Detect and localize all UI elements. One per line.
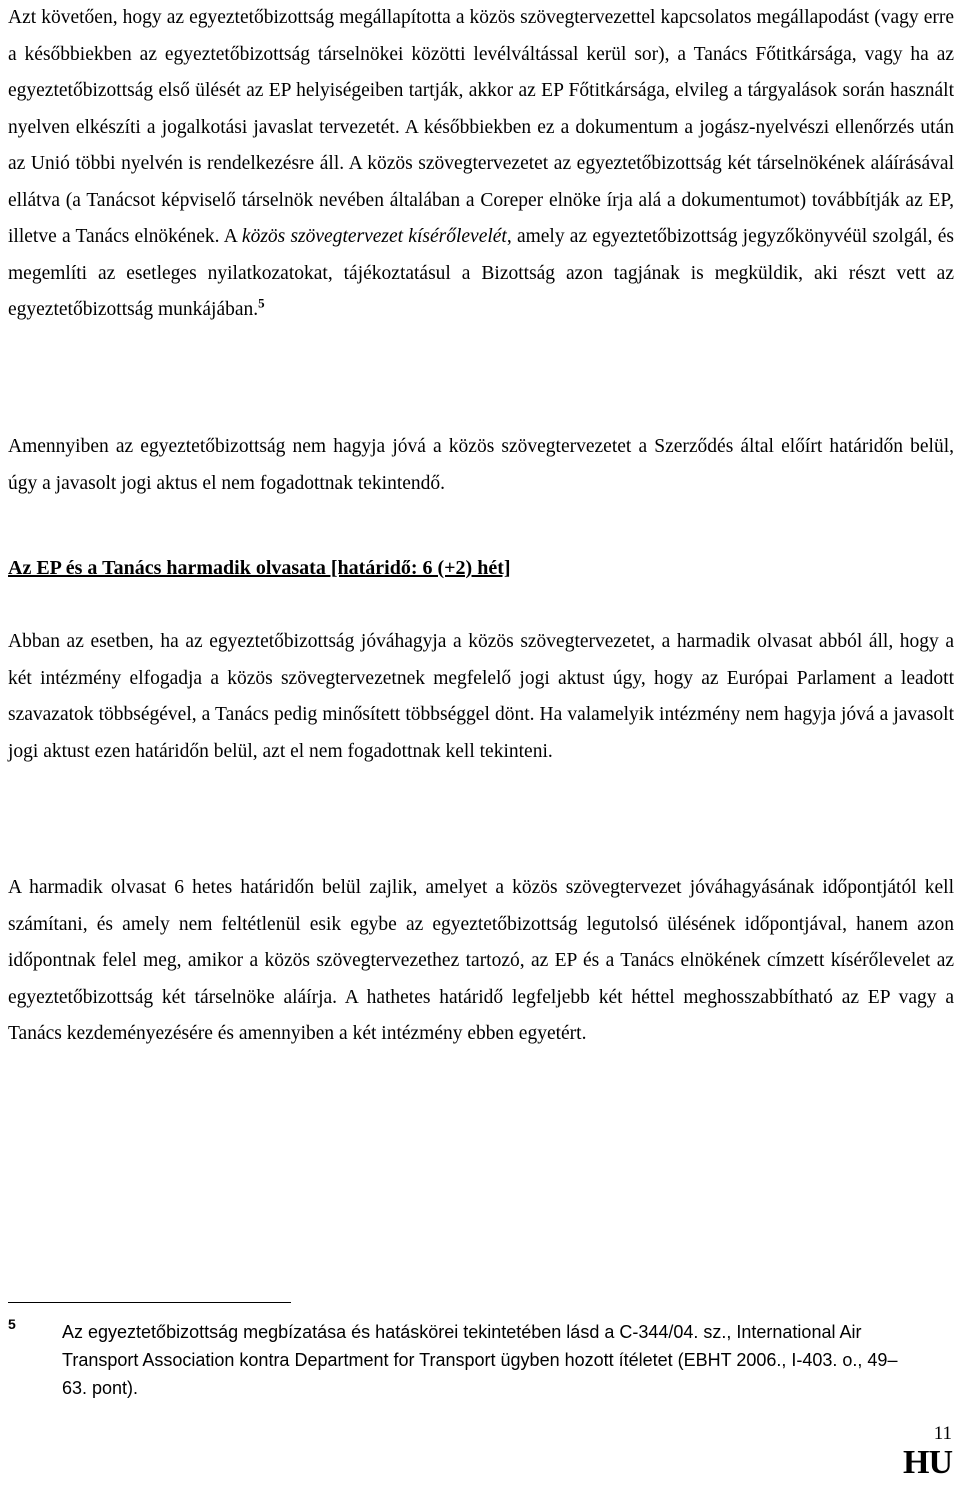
body-paragraph-1: [8, 0, 954, 329]
page-number: 11: [933, 1423, 952, 1444]
body-paragraph-2: Amennyiben az egyeztetőbizottság nem hagyja jóvá a közös szövegtervezetet a Szerződés által előírt határidőn belül, úgy a javasolt jogi aktus el nem fogadottnak tekintendő.: [8, 436, 954, 494]
paragraph-1-text-b: , amely az egyeztetőbizottság jegyzőkönyvéül szolgál, és megemlíti az esetleges nyilatkozatokat, tájékoztatásul a Bizottság azon tagjának is megküldik, aki részt vett az egyeztetőbizottság munkájában.: [8, 226, 954, 320]
footnote-text: Az egyeztetőbizottság megbízatása és hatáskörei tekintetében lásd a C-344/04. sz., International Air Transport Association kontra Department for Transport ügyben hozott ítéletet (EBHT 2006., I-403. o., 49–63. pont).: [62, 1322, 898, 1398]
footnote-separator: [8, 1302, 291, 1303]
language-code: HU: [903, 1444, 952, 1481]
body-paragraph-3: Abban az esetben, ha az egyeztetőbizottság jóváhagyja a közös szövegtervezetet, a harmadik olvasat abból áll, hogy a két intézmény elfogadja a közös szövegtervezetnek megfelelő jogi aktust úgy, hogy az Európai Parlament a leadott szavazatok többségével, a Tanács pedig minősített többséggel dönt. Ha valamelyik intézmény nem hagyja jóvá a javasolt jogi aktust ezen határidőn belül, azt el nem fogadottnak kell tekinteni.: [8, 631, 954, 762]
footnote-reference-5[interactable]: 5: [258, 295, 265, 311]
body-paragraph-4: A harmadik olvasat 6 hetes határidőn belül zajlik, amelyet a közös szövegtervezet jóváhagyásának időpontjától kell számítani, és amely nem feltétlenül esik egybe az egyeztetőbizottság legutolsó ülésének időpontjával, hanem azon időpontnak felel meg, amikor a közös szövegtervezethez tartozó, az EP és a Tanács elnökének címzett kísérőlevelet az egyeztetőbizottság két társelnöke aláírja. A hathetes határidő legfeljebb két héttel meghosszabbítható az EP vagy a Tanács kezdeményezésére és amennyiben a két intézmény ebben egyetért.: [8, 877, 954, 1044]
paragraph-1-text-a: Azt követően, hogy az egyeztetőbizottság megállapította a közös szövegtervezettel kapcsolatos megállapodást (vagy erre a későbbiekben az egyeztetőbizottság társelnökei közötti levélváltással kerül sor), a Tanács Főtitkársága, vagy ha az egyeztetőbizottság első ülését az EP helyiségeiben tartják, akkor az EP Főtitkársága, elvileg a tárgyalások során használt nyelven elkészíti a jogalkotási javaslat tervezetét. A későbbiekben ez a dokumentum a jogász-nyelvészi ellenőrzés után az Unió többi nyelvén is rendelkezésre áll. A közös szövegtervezetet az egyeztetőbizottság két társelnökének aláírásával ellátva (a Tanácsot képviselő társelnök nevében általában a Coreper elnöke írja alá a dokumentumot) továbbítják az EP, illetve a Tanács elnökének. A: [8, 7, 954, 247]
section-heading: Az EP és a Tanács harmadik olvasata [határidő: 6 (+2) hét]: [8, 557, 511, 579]
footnote-number: 5: [8, 1316, 16, 1332]
paragraph-1-italic-term: közös szövegtervezet kísérőlevelét: [241, 226, 507, 247]
